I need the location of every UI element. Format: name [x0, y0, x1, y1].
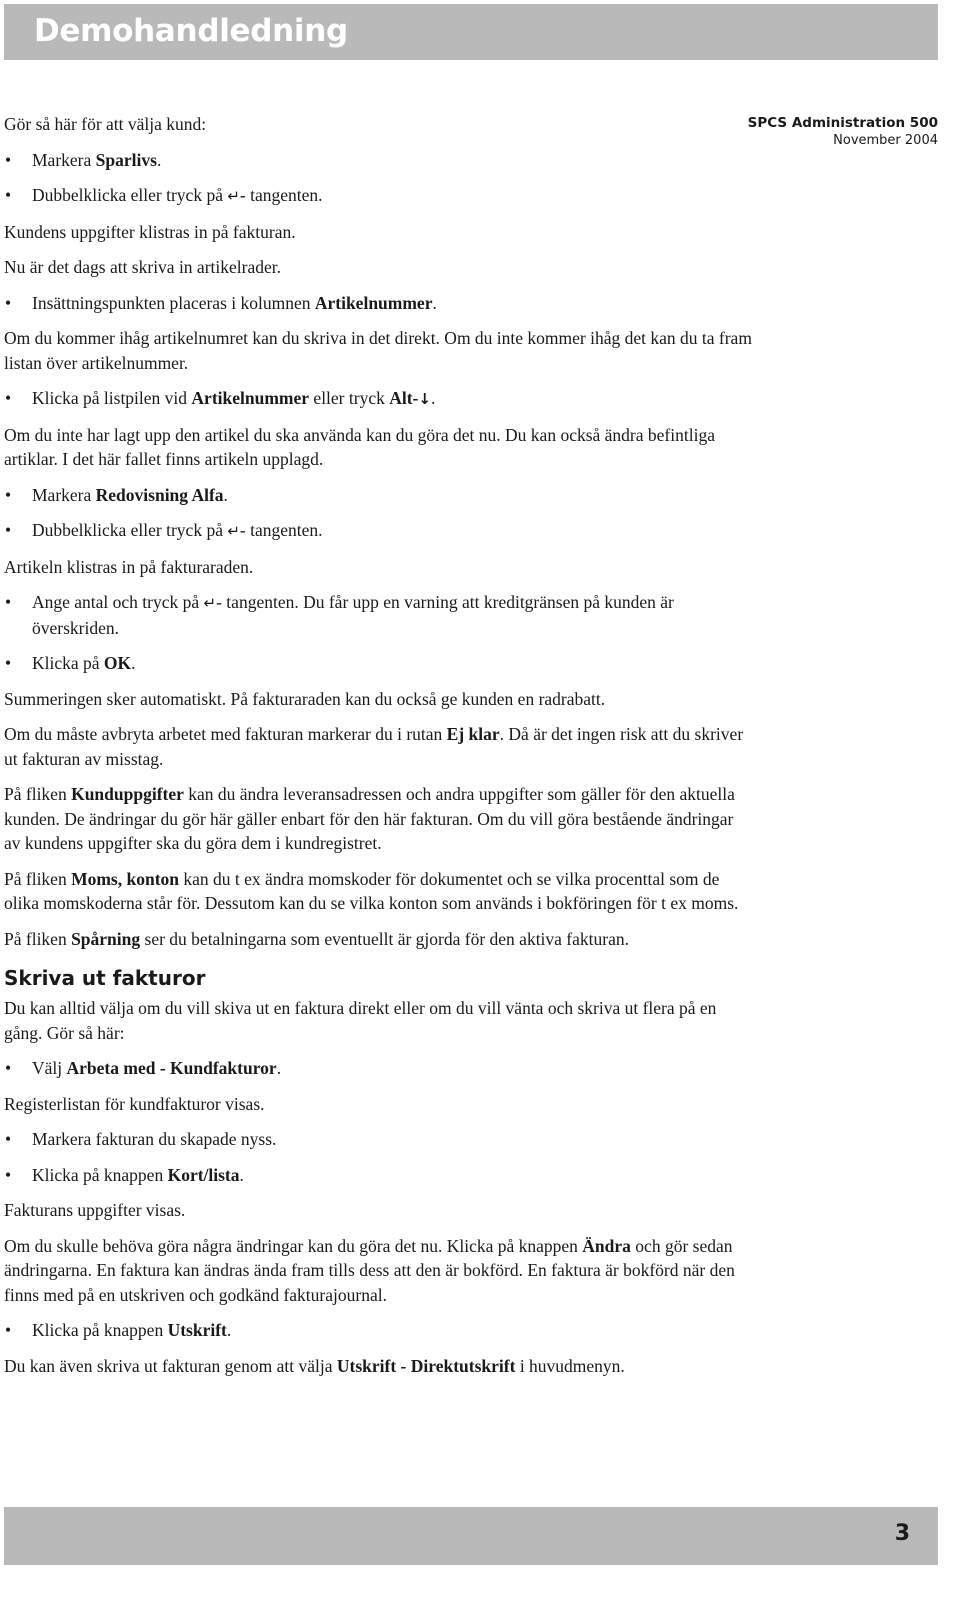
bold-text: Sparlivs	[95, 149, 157, 170]
bold-text: Artikelnummer	[314, 292, 433, 313]
text: .	[131, 653, 136, 673]
text: .	[226, 1320, 232, 1340]
text: .	[156, 149, 162, 170]
paragraph	[4, 1354, 752, 1379]
bullet-list	[4, 386, 752, 412]
enter-key-icon: ↵	[227, 522, 240, 540]
list-item	[4, 651, 752, 676]
list-item	[4, 590, 752, 640]
paragraph: Registerlistan för kundfakturor visas.	[4, 1093, 265, 1114]
bold-text: Ändra	[582, 1235, 631, 1256]
bold-text: Arbeta med - Kundfakturor	[66, 1058, 277, 1078]
text: Dubbelklicka eller tryck på	[32, 520, 228, 540]
text: Ange antal och tryck på	[32, 592, 204, 612]
text: . Då är det ingen risk att du skriver ut fakturan av misstag.	[4, 724, 744, 769]
bold-text: OK	[103, 653, 132, 673]
text: - tangenten.	[239, 185, 323, 205]
bold-text: Redovisning Alfa	[95, 484, 224, 505]
text: eller tryck	[309, 388, 390, 408]
paragraph: Gör så här för att välja kund:	[4, 114, 207, 134]
enter-key-icon: ↵	[203, 594, 217, 612]
bold-text: Artikelnummer	[191, 388, 310, 408]
text: På fliken	[4, 928, 72, 949]
paragraph: Kundens uppgifter klistras in på fakturan.	[4, 221, 296, 242]
product-name: SPCS Administration 500	[747, 115, 938, 131]
paragraph: Summeringen sker automatiskt. På fakturaraden kan du också ge kunden en radrabatt.	[4, 688, 606, 709]
list-item	[4, 1318, 752, 1343]
text: .	[223, 484, 228, 505]
document-meta	[748, 114, 938, 150]
paragraph: Fakturans uppgifter visas.	[4, 1200, 186, 1220]
text: - tangenten. Du får upp en varning att kreditgränsen på kunden är överskriden.	[32, 592, 674, 638]
text: Insättningspunkten placeras i kolumnen	[32, 292, 315, 313]
text: Om du måste avbryta arbetet med fakturan markerar du i rutan	[4, 724, 447, 744]
section-heading: Skriva ut fakturor	[4, 966, 206, 990]
bullet-list	[4, 291, 752, 316]
paragraph: Artikeln klistras in på fakturaraden.	[4, 556, 254, 577]
paragraph: Om du kommer ihåg artikelnumret kan du skriva in det direkt. Om du inte kommer ihåg det kan du ta fram listan över artikelnummer.	[4, 328, 752, 373]
bullet-list	[4, 1127, 752, 1187]
text: .	[432, 292, 437, 313]
page-number: 3	[894, 1521, 910, 1546]
text: Du kan även skriva ut fakturan genom att välja	[4, 1355, 337, 1376]
bold-text: Utskrift	[167, 1320, 227, 1340]
list-item	[4, 1163, 752, 1188]
text: - tangenten.	[239, 520, 323, 540]
text: Klicka på listpilen vid	[32, 388, 192, 408]
text: i huvudmenyn.	[515, 1355, 625, 1376]
bullet-list	[4, 483, 752, 544]
list-item	[4, 183, 752, 209]
main-content	[4, 112, 752, 1389]
list-item	[4, 1056, 752, 1081]
text: Klicka på	[32, 653, 104, 673]
bold-text: Kort/lista	[167, 1164, 240, 1185]
text: Markera	[32, 484, 96, 505]
text: Klicka på knappen	[32, 1320, 168, 1340]
text: och gör sedan ändringarna. En faktura kan ändras ända fram tills dess att den är bokförd. En faktura är bokförd när den finns med på en utskriven och godkänd fakturajournal.	[4, 1235, 735, 1305]
list-item: • Markera fakturan du skapade nyss.	[4, 1127, 752, 1152]
bold-text: Ej klar	[446, 724, 500, 744]
text: På fliken	[4, 784, 72, 804]
publication-date: November 2004	[833, 133, 938, 148]
text: .	[239, 1164, 244, 1185]
text: Dubbelklicka eller tryck på	[32, 185, 228, 205]
bold-text: Spårning	[71, 928, 141, 949]
bullet-list	[4, 1056, 752, 1081]
header-bar	[4, 4, 938, 60]
paragraph	[4, 722, 752, 771]
text: Markera	[32, 149, 96, 170]
paragraph	[4, 927, 752, 952]
text: .	[276, 1058, 282, 1078]
bold-text: Moms, konton	[71, 868, 180, 889]
document-title: Demohandledning	[34, 13, 348, 49]
footer-bar	[4, 1507, 938, 1565]
paragraph: Du kan alltid välja om du vill skiva ut en faktura direkt eller om du vill vänta och skriva ut flera på en gång. Gör så här:	[4, 998, 717, 1043]
text: Klicka på knappen	[32, 1164, 168, 1185]
arrow-down-icon: ↓	[418, 390, 431, 408]
text: kan du t ex ändra momskoder för dokumentet och se vilka procenttal som de olika momskoderna står för. Dessutom kan du se vilka konton som används i bokföringen för t ex moms.	[4, 868, 739, 913]
list-item	[4, 148, 752, 173]
list-item	[4, 291, 752, 316]
paragraph: Om du inte har lagt upp den artikel du ska använda kan du göra det nu. Du kan också ändra befintliga artiklar. I det här fallet finns artikeln upplagd.	[4, 424, 715, 469]
bold-text: Kunduppgifter	[71, 784, 184, 804]
bullet-list	[4, 1318, 752, 1343]
bold-text: Alt-	[389, 388, 419, 408]
paragraph	[4, 1234, 752, 1308]
text: På fliken	[4, 868, 72, 889]
paragraph: Nu är det dags att skriva in artikelrader.	[4, 257, 281, 277]
text: ser du betalningarna som eventuellt är gjorda för den aktiva fakturan.	[140, 928, 629, 949]
enter-key-icon: ↵	[227, 187, 240, 205]
paragraph	[4, 867, 752, 916]
text: Om du skulle behöva göra några ändringar kan du göra det nu. Klicka på knappen	[4, 1235, 583, 1256]
bold-text: Utskrift - Direktutskrift	[336, 1355, 516, 1376]
text: .	[430, 388, 436, 408]
list-item	[4, 386, 752, 412]
paragraph	[4, 782, 752, 856]
bullet-list	[4, 590, 752, 676]
text: kan du ändra leveransadressen och andra uppgifter som gäller för den aktuella kunden. De ändringar du gör här gäller enbart för den här fakturan. Om du vill göra bestående ändringar av kundens uppgifter ska du göra dem i kundregistret.	[4, 784, 735, 853]
text: Välj	[32, 1058, 67, 1078]
list-item	[4, 483, 752, 508]
bullet-list	[4, 148, 752, 209]
list-item	[4, 518, 752, 544]
